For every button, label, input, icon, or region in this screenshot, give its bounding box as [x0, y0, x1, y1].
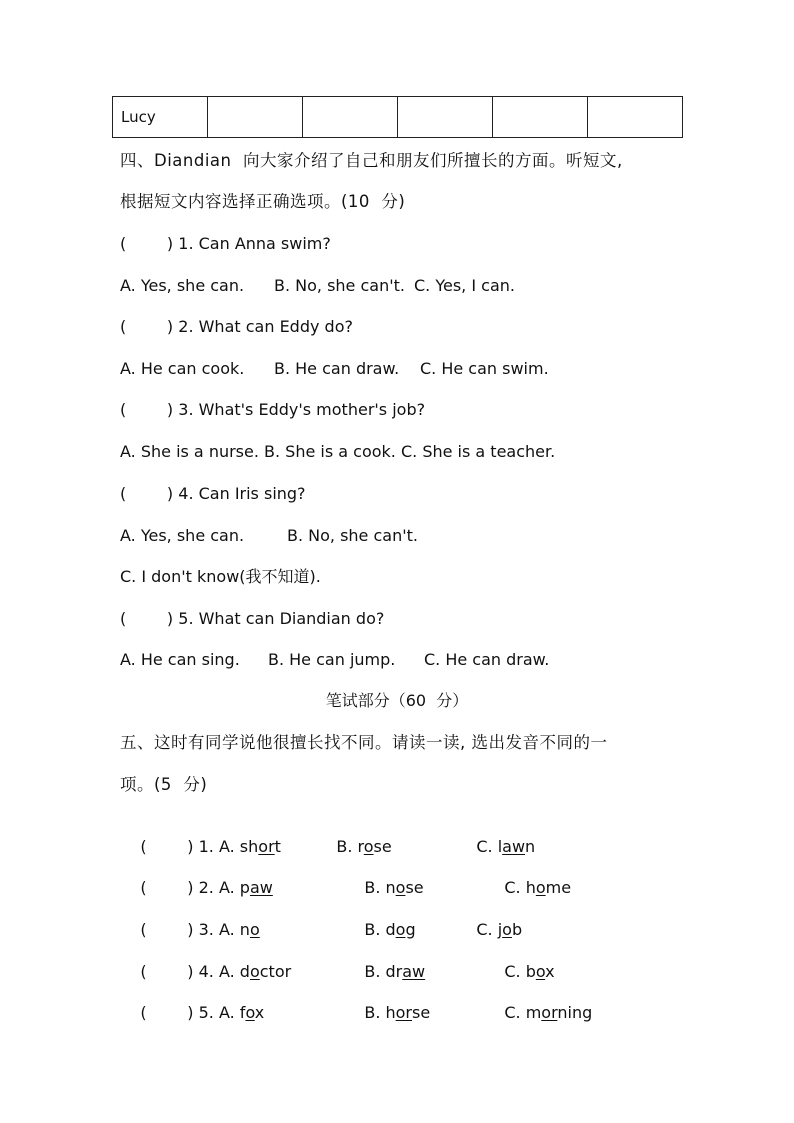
option-b: B. He can draw. [274, 359, 400, 378]
word-part: r [357, 837, 364, 856]
option-b: B. No, she can't. [287, 526, 418, 545]
section4-heading-line2: 根据短文内容选择正确选项。(10 分) [120, 192, 406, 211]
underlined-sound: o [535, 878, 546, 897]
underlined-sound: aw [249, 878, 273, 897]
underlined-sound: o [245, 1003, 255, 1022]
option-b: B. No, she can't. [274, 276, 405, 295]
word-part: sh [239, 837, 259, 856]
underlined-sound: o [249, 920, 260, 939]
question-5: ( ) 5. What can Diandian do? [120, 609, 385, 628]
phonics-item-5-c [484, 983, 592, 1043]
word-part: ning [557, 1003, 593, 1022]
option-label: B. [364, 962, 386, 981]
word-part: dr [385, 962, 403, 981]
word-part: j [497, 920, 503, 939]
underlined-sound: o [535, 962, 546, 981]
word-part: se [373, 837, 392, 856]
option-a: A. Yes, she can. [120, 276, 245, 295]
underlined-sound: aw [502, 837, 526, 856]
option-a: A. Yes, she can. [120, 526, 245, 545]
word-part: d [239, 962, 250, 981]
word-part: x [254, 1003, 265, 1022]
underlined-sound: o [502, 920, 512, 939]
blank-cell[interactable] [493, 97, 588, 138]
word-part: n [385, 878, 396, 897]
word-part: d [385, 920, 396, 939]
option-a: A. He can cook. [120, 359, 245, 378]
option-label: B. [364, 1003, 386, 1022]
option-label: B. [364, 920, 386, 939]
blank-cell[interactable] [208, 97, 303, 138]
item-number: ( ) 2. A. [140, 878, 240, 897]
phonics-item-5 [120, 983, 264, 1043]
option-label: B. [336, 837, 358, 856]
word-part: f [239, 1003, 246, 1022]
table-row [113, 97, 683, 138]
word-part: h [385, 1003, 396, 1022]
word-part: se [405, 878, 424, 897]
section5-heading-line1: 五、这时有同学说他很擅长找不同。请读一读, 选出发音不同的一 [120, 733, 608, 752]
word-part: n [525, 837, 536, 856]
word-part: b [525, 962, 536, 981]
word-part: g [405, 920, 416, 939]
word-part: p [239, 878, 250, 897]
option-c: C. He can swim. [420, 359, 549, 378]
section4-heading-line1: 四、Diandian 向大家介绍了自己和朋友们所擅长的方面。听短文, [120, 151, 623, 170]
option-label: C. [476, 920, 498, 939]
underlined-sound: or [541, 1003, 558, 1022]
option-c: C. He can draw. [424, 650, 550, 669]
item-number: ( ) 5. A. [140, 1003, 240, 1022]
question-4: ( ) 4. Can Iris sing? [120, 484, 306, 503]
question-3: ( ) 3. What's Eddy's mother's job? [120, 400, 426, 419]
word-part: se [412, 1003, 431, 1022]
option-c: C. Yes, I can. [414, 276, 515, 295]
word-part: me [545, 878, 572, 897]
option-abc: A. She is a nurse. B. She is a cook. C. She is a teacher. [120, 442, 556, 461]
option-label: C. [504, 1003, 526, 1022]
option-label: C. [504, 962, 526, 981]
word-part: ctor [259, 962, 292, 981]
underlined-sound: aw [402, 962, 426, 981]
option-label: C. [504, 878, 526, 897]
question-2: ( ) 2. What can Eddy do? [120, 317, 353, 336]
option-label: C. [476, 837, 498, 856]
word-part: l [497, 837, 503, 856]
question-1: ( ) 1. Can Anna swim? [120, 234, 331, 253]
underlined-sound: o [249, 962, 260, 981]
item-number: ( ) 4. A. [140, 962, 240, 981]
option-c: C. I don't know(我不知道). [120, 567, 321, 586]
written-part-title: 笔试部分（60 分） [325, 691, 469, 710]
underlined-sound: o [395, 878, 406, 897]
row-label: Lucy [113, 97, 208, 138]
phonics-item-5-b [344, 983, 430, 1043]
blank-cell[interactable] [588, 97, 683, 138]
option-label: B. [364, 878, 386, 897]
word-part: h [525, 878, 536, 897]
word-part: b [511, 920, 523, 939]
underlined-sound: o [395, 920, 406, 939]
word-part: t [274, 837, 281, 856]
word-part: n [239, 920, 250, 939]
item-number: ( ) 1. A. [140, 837, 240, 856]
underlined-sound: or [258, 837, 275, 856]
section5-heading-line2: 项。(5 分) [120, 775, 208, 794]
underlined-sound: or [395, 1003, 413, 1022]
option-b: B. He can jump. [268, 650, 396, 669]
word-part: m [525, 1003, 542, 1022]
option-a: A. He can sing. [120, 650, 240, 669]
underlined-sound: o [363, 837, 374, 856]
blank-cell[interactable] [398, 97, 493, 138]
blank-cell[interactable] [303, 97, 398, 138]
item-number: ( ) 3. A. [140, 920, 240, 939]
answer-table [112, 96, 683, 138]
word-part: x [545, 962, 555, 981]
